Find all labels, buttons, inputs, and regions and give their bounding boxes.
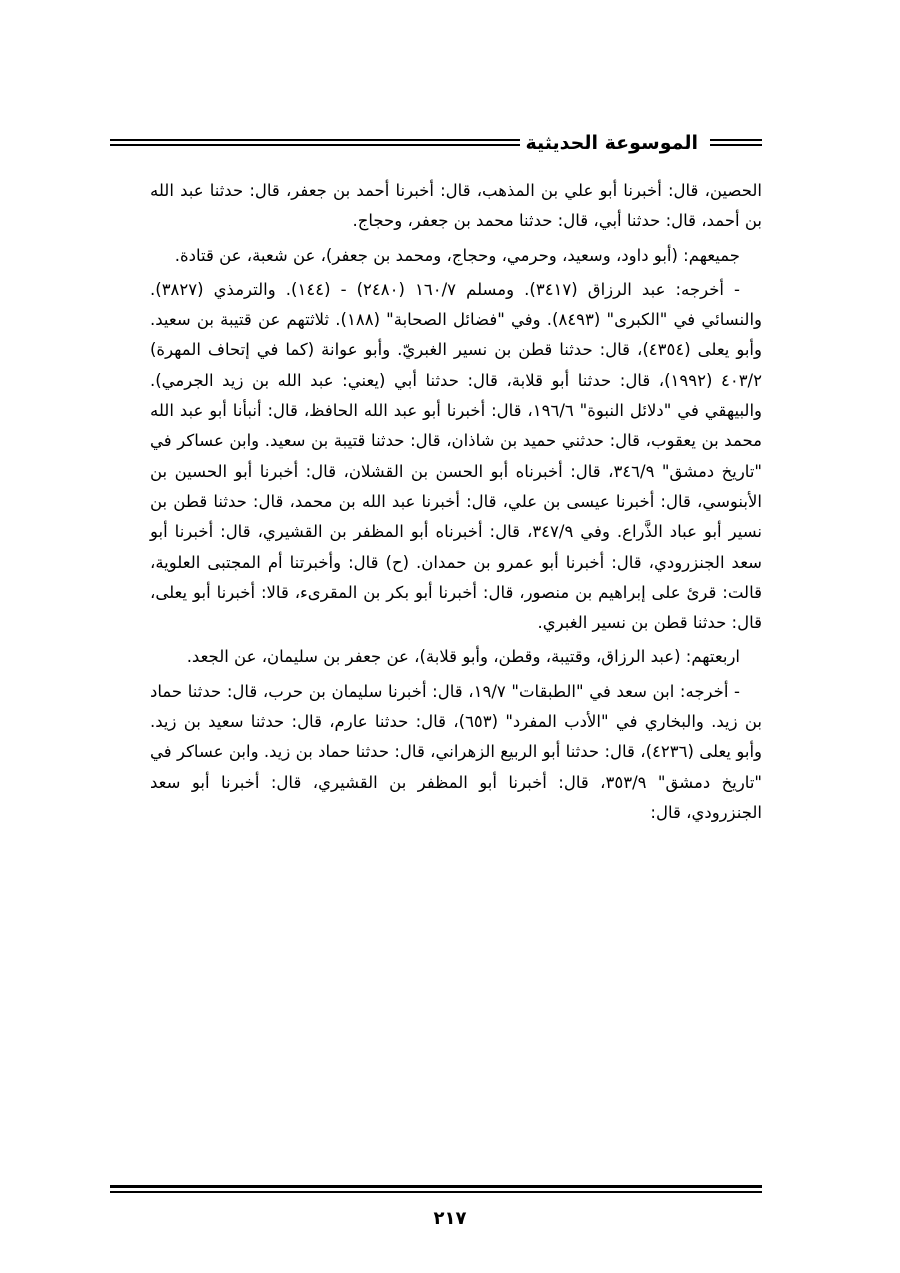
header-rule-right — [710, 139, 762, 146]
paragraph: اربعتهم: (عبد الرزاق، وقتيبة، وقطن، وأبو قلابة)، عن جعفر بن سليمان، عن الجعد. — [186, 647, 740, 667]
footer-rule — [110, 1185, 762, 1193]
page-number: ٢١٧ — [433, 1208, 467, 1229]
running-header — [110, 128, 762, 158]
page-body — [150, 176, 762, 828]
paragraph: - أخرجه: ابن سعد في "الطبقات" ١٩/٧، قال: أخبرنا سليمان بن حرب، قال: حدثنا حماد بن زيد. والبخاري في "الأدب المفرد" (٦٥٣)، قال: حدثنا عارم، قال: حدثنا سعيد بن زيد. وأبو يعلى (٤٢٣٦)، قال: حدثنا أبو الربيع الزهراني، قال: حدثنا حماد بن زيد. وابن عساكر في "تاريخ دمشق" ٣٥٣/٩، قال: أخبرنا أبو المظفر بن القشيري، قال: أخبرنا أبو سعد الجنزرودي، قال: — [150, 681, 762, 822]
header-rule-left — [110, 139, 520, 146]
paragraph: جميعهم: (أبو داود، وسعيد، وحرمي، وحجاج، ومحمد بن جعفر)، عن شعبة، عن قتادة. — [174, 245, 740, 265]
paragraph: - أخرجه: عبد الرزاق (٣٤١٧). ومسلم ١٦٠/٧ (٢٤٨٠) - (١٤٤). والترمذي (٣٨٢٧). والنسائي في "الكبرى" (٨٤٩٣). وفي "فضائل الصحابة" (١٨٨). ثلاثتهم عن قتيبة بن سعيد. وأبو يعلى (٤٣٥٤)، قال: حدثنا قطن بن نسير الغبريّ. وأبو عوانة (كما في إتحاف المهرة) ٤٠٣/٢ (١٩٩٢)، قال: حدثنا أبو قلابة، قال: حدثنا أبي (يعني: عبد الله بن زيد الجرمي). والبيهقي في "دلائل النبوة" ١٩٦/٦، قال: أخبرنا أبو عبد الله الحافظ، قال: أنبأنا أبو عبد الله محمد بن يعقوب، قال: حدثني حميد بن شاذان، قال: حدثنا قتيبة بن سعيد. وابن عساكر في "تاريخ دمشق" ٣٤٦/٩، قال: أخبرناه أبو الحسن بن القشلان، قال: أخبرنا أبو الحسين بن الأبنوسي، قال: أخبرنا عيسى بن علي، قال: أخبرنا عبد الله بن محمد، قال: حدثنا قطن بن نسير أبو عباد الذَّراع. وفي ٣٤٧/٩، قال: أخبرناه أبو المظفر بن القشيري، قال: أخبرنا أبو سعد الجنزرودي، قال: أخبرنا أبو عمرو بن حمدان. (ح) قال: وأخبرتنا أم المجتبى العلوية، قالت: قرئ على إبراهيم بن منصور، قال: أخبرنا أبو بكر بن المقرىء، قالا: أخبرنا أبو يعلى، قال: حدثنا قطن بن نسير الغبري. — [150, 279, 763, 633]
header-title: الموسوعة الحديثية — [525, 132, 698, 154]
paragraph: الحصين، قال: أخبرنا أبو علي بن المذهب، قال: أخبرنا أحمد بن جعفر، قال: حدثنا عبد الله بن أحمد، قال: حدثنا أبي، قال: حدثنا محمد بن جعفر، وحجاج. — [150, 181, 762, 231]
